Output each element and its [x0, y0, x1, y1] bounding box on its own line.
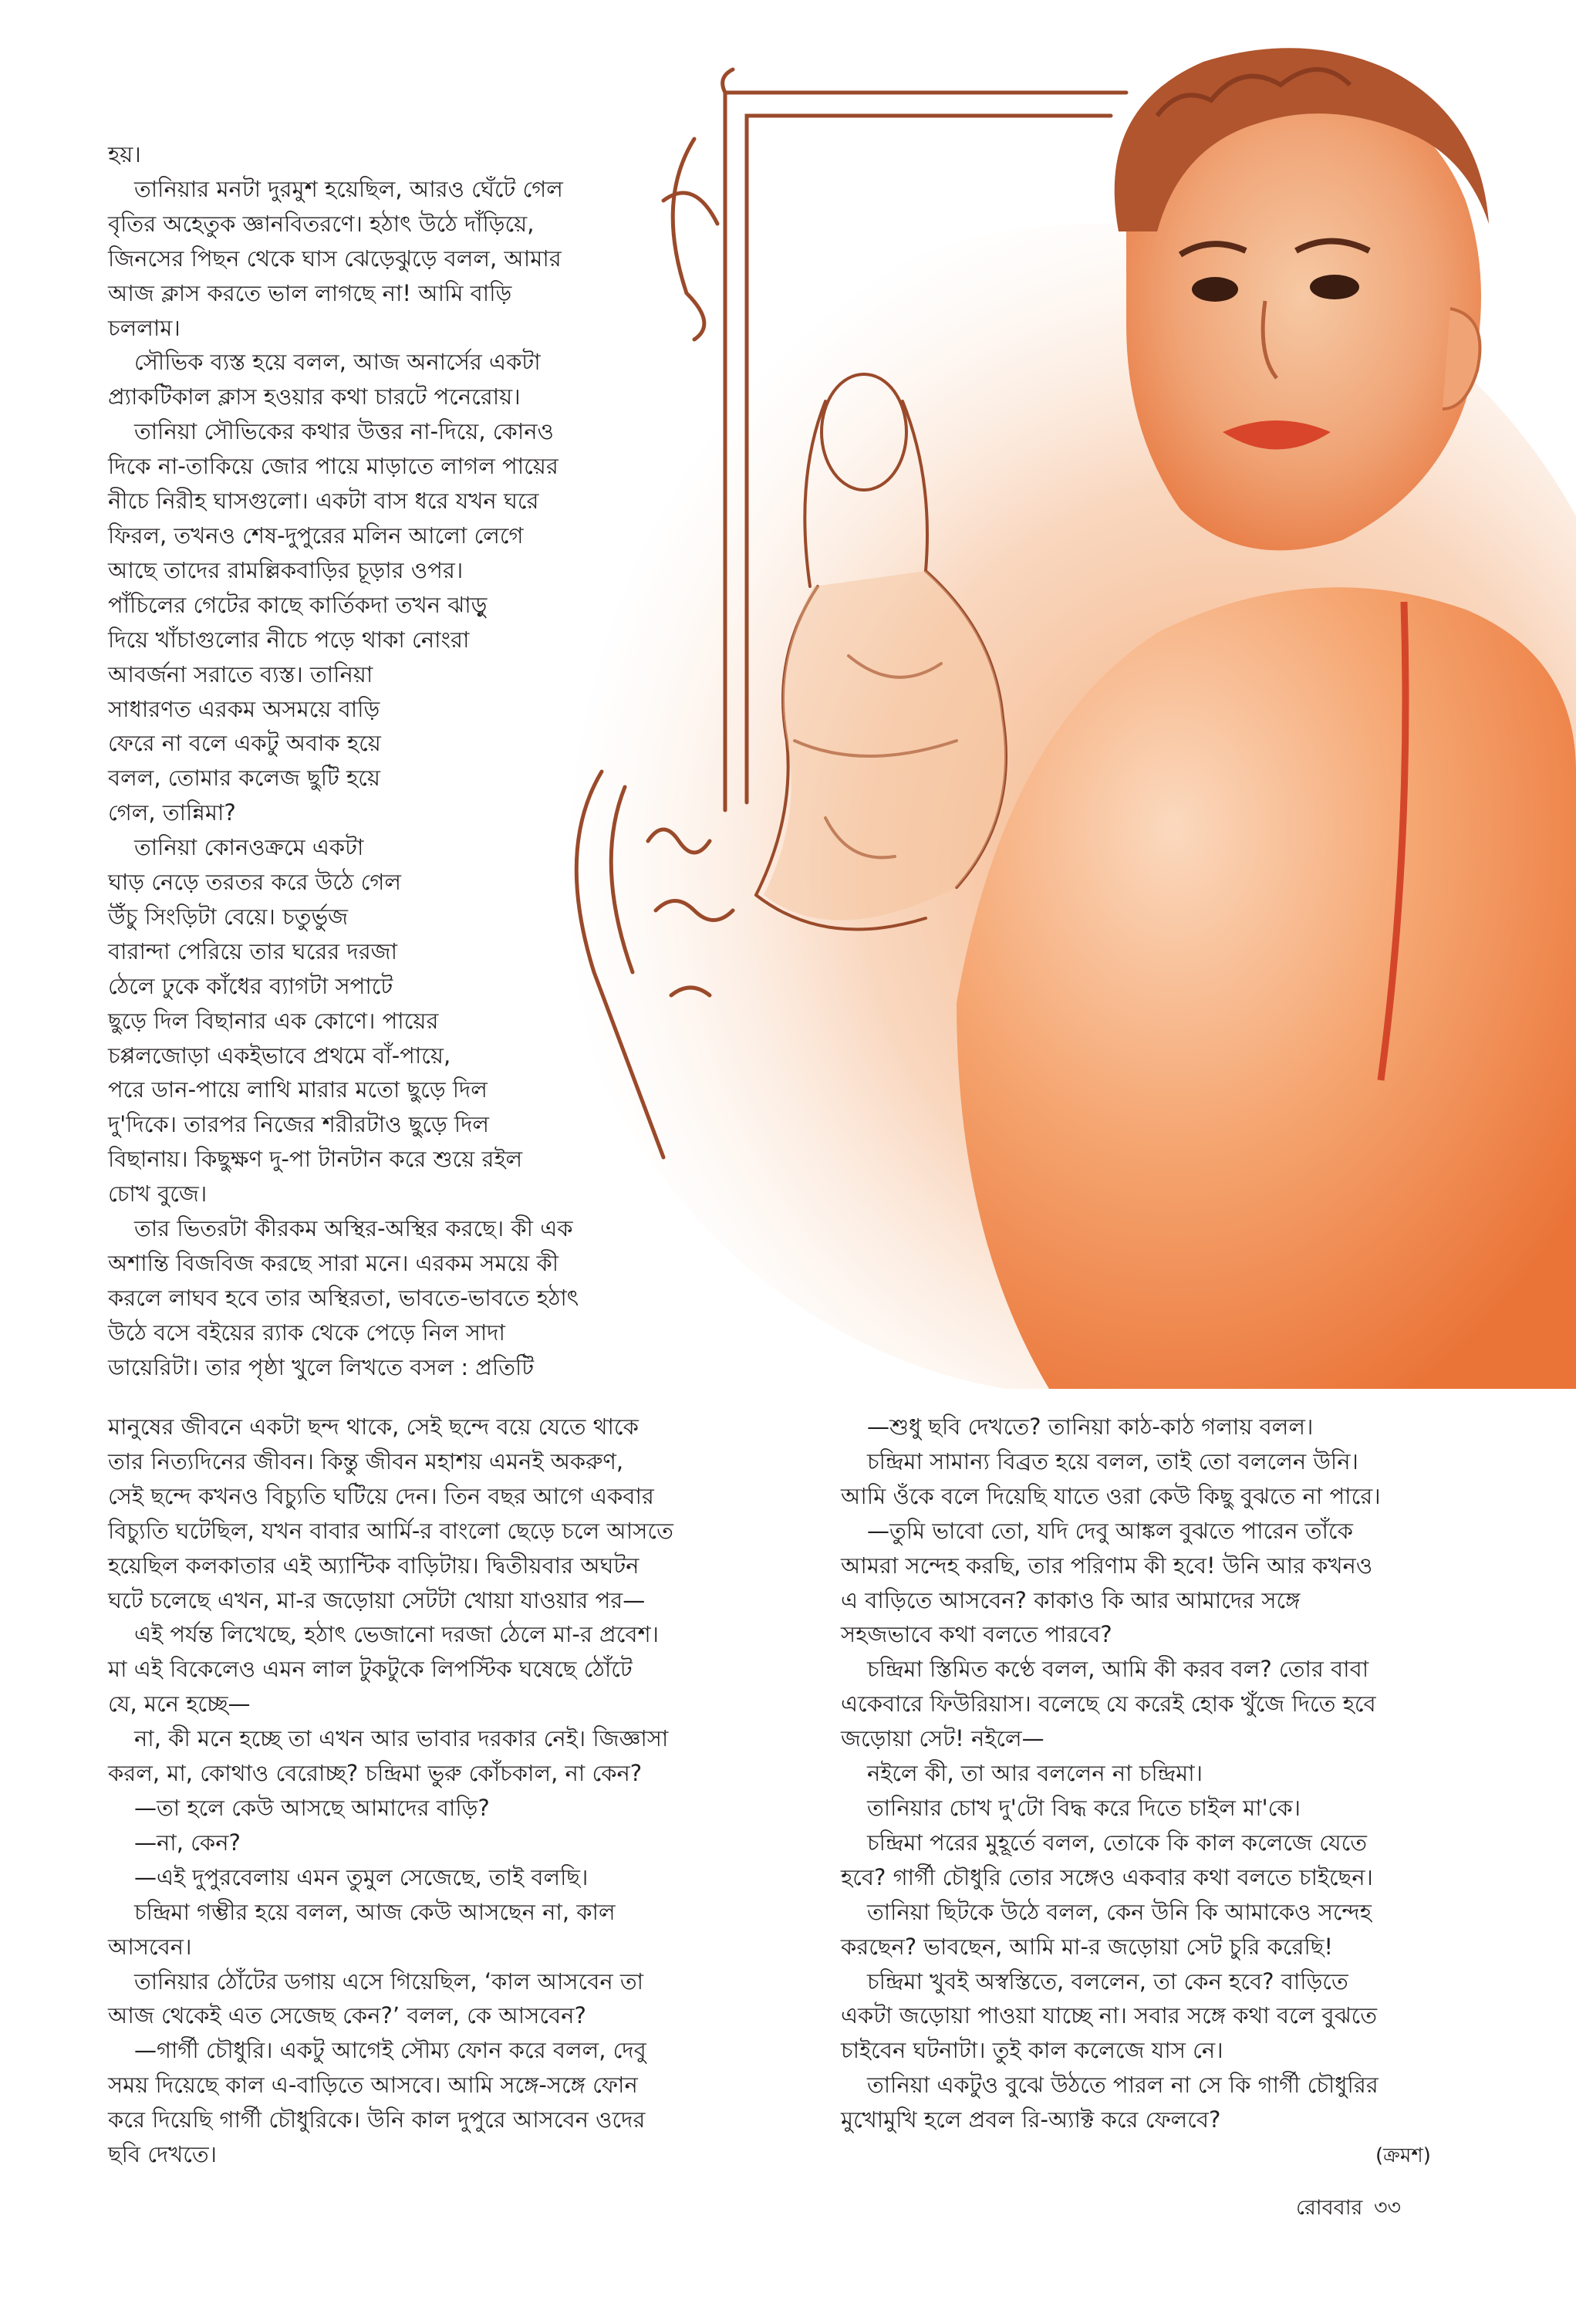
text-line: তানিয়ার মনটা দুরমুশ হয়েছিল, আরও ঘেঁটে গেল: [134, 175, 563, 202]
text-line: সেই ছন্দে কখনও বিচ্যুতি ঘটিয়ে দেন। তিন বছর আগে একবার: [108, 1482, 654, 1509]
text-line: আজ থেকেই এত সেজেছ কেন?’ বলল, কে আসবেন?: [108, 2002, 586, 2029]
text-line: গেল, তান্নিমা?: [108, 799, 236, 826]
text-line: বারান্দা পেরিয়ে তার ঘরের দরজা: [108, 937, 398, 964]
text-line: তার ভিতরটা কীরকম অস্থির-অস্থির করছে। কী এক: [134, 1215, 573, 1242]
text-line: —এই দুপুরবেলায় এমন তুমুল সেজেছে, তাই বলছি।: [134, 1863, 589, 1890]
text-line: দু'দিকে। তারপর নিজের শরীরটাও ছুড়ে দিল: [108, 1111, 490, 1138]
article-text-top: [108, 137, 918, 1385]
text-line: করলে লাঘব হবে তার অস্থিরতা, ভাবতে-ভাবতে হঠাৎ: [108, 1284, 579, 1311]
text-line: দিয়ে খাঁচাগুলোর নীচে পড়ে থাকা নোংরা: [108, 626, 470, 653]
text-line: চন্দ্রিমা সামান্য বিব্রত হয়ে বলল, তাই তো বললেন উনি।: [867, 1447, 1358, 1474]
publication-name: রোববার: [1296, 2196, 1363, 2220]
text-line: উঁচু সিংড়িটা বেয়ে। চতুর্ভুজ: [108, 903, 349, 930]
text-line: এই পর্যন্ত লিখেছে, হঠাৎ ভেজানো দরজা ঠেলে মা-র প্রবেশ।: [134, 1621, 660, 1648]
text-line: হয়েছিল কলকাতার এই অ্যান্টিক বাড়িটায়। দ্বিতীয়বার অঘটন: [108, 1552, 640, 1579]
text-line: নীচে নিরীহ ঘাসগুলো। একটা বাস ধরে যখন ঘরে: [108, 488, 539, 515]
text-line: উঠে বসে বইয়ের র‍্যাক থেকে পেড়ে নিল সাদা: [108, 1319, 505, 1346]
text-line: চন্দ্রিমা পরের মুহূর্তে বলল, তোকে কি কাল কলেজে যেতে: [867, 1829, 1368, 1856]
text-line: সহজভাবে কথা বলতে পারবে?: [841, 1621, 1112, 1648]
text-line: মুখোমুখি হলে প্রবল রি-অ্যাক্ট করে ফেলবে?: [841, 2106, 1221, 2133]
text-line: প্র্যাকটিকাল ক্লাস হওয়ার কথা চারটে পনেরোয়।: [108, 383, 521, 410]
text-line: দিকে না-তাকিয়ে জোর পায়ে মাড়াতে লাগল পায়ের: [108, 453, 559, 480]
text-line: ফেরে না বলে একটু অবাক হয়ে: [108, 730, 381, 757]
text-line: ফিরল, তখনও শেষ-দুপুরের মলিন আলো লেগে: [108, 522, 524, 549]
text-line: মানুষের জীবনে একটা ছন্দ থাকে, সেই ছন্দে বয়ে যেতে থাকে: [108, 1414, 639, 1440]
text-line: সাধারণত এরকম অসময়ে বাড়ি: [108, 695, 380, 722]
text-line: যে, মনে হচ্ছে—: [108, 1691, 251, 1718]
text-line: সৌভিক ব্যস্ত হয়ে বলল, আজ অনার্সের একটা: [134, 349, 541, 376]
text-line: করে দিয়েছি গার্গী চৌধুরিকে। উনি কাল দুপুরে আসবেন ওদের: [108, 2106, 646, 2133]
text-line: নইলে কী, তা আর বললেন না চন্দ্রিমা।: [867, 1760, 1203, 1787]
page-footer: [1296, 2192, 1401, 2227]
text-line: —না, কেন?: [134, 1829, 241, 1856]
text-line: চপ্পলজোড়া একইভাবে প্রথমে বাঁ-পায়ে,: [108, 1042, 451, 1069]
text-line: বিচ্যুতি ঘটেছিল, যখন বাবার আর্মি-র বাংলো ছেড়ে চলে আসতে: [108, 1517, 673, 1544]
article-text-left-column: [108, 1410, 818, 2172]
text-line: —তুমি ভাবো তো, যদি দেবু আঙ্কল বুঝতে পারেন তাঁকে: [867, 1517, 1353, 1544]
text-line: তানিয়া সৌভিকের কথার উত্তর না-দিয়ে, কোনও: [134, 418, 554, 445]
text-line: না, কী মনে হচ্ছে তা এখন আর ভাবার দরকার নেই। জিজ্ঞাসা: [134, 1725, 669, 1752]
text-line: বিছানায়। কিছুক্ষণ দু-পা টানটান করে শুয়ে রইল: [108, 1146, 523, 1173]
text-line: আসবেন।: [108, 1933, 192, 1960]
text-line: চন্দ্রিমা খুবই অস্বস্তিতে, বললেন, তা কেন হবে? বাড়িতে: [867, 1968, 1348, 1995]
text-line: বৃতির অহেতুক জ্ঞানবিতরণে। হঠাৎ উঠে দাঁড়িয়ে,: [108, 210, 535, 237]
text-line: তানিয়া একটুও বুঝে উঠতে পারল না সে কি গার্গী চৌধুরির: [867, 2072, 1379, 2099]
text-line: তানিয়া ছিটকে উঠে বলল, কেন উনি কি আমাকেও সন্দেহ: [867, 1898, 1372, 1925]
text-line: হয়।: [108, 141, 141, 167]
article-text-right-column: [841, 1410, 1473, 2137]
text-line: আমি ওঁকে বলে দিয়েছি যাতে ওরা কেউ কিছু বুঝতে না পারে।: [841, 1482, 1381, 1509]
text-line: ঘাড় নেড়ে তরতর করে উঠে গেল: [108, 869, 401, 896]
text-line: পাঁচিলের গেটের কাছে কার্তিকদা তখন ঝাড়ু: [108, 591, 488, 618]
text-line: ছুড়ে দিল বিছানার এক কোণে। পায়ের: [108, 1007, 439, 1034]
text-line: আছে তাদের রামল্লিকবাড়ির চূড়ার ওপর।: [108, 556, 464, 583]
text-line: আবর্জনা সরাতে ব্যস্ত। তানিয়া: [108, 660, 373, 687]
text-line: চোখ বুজে।: [108, 1181, 208, 1208]
text-line: তানিয়া কোনওক্রমে একটা: [134, 834, 364, 861]
text-line: এ বাড়িতে আসবেন? কাকাও কি আর আমাদের সঙ্গে: [841, 1586, 1301, 1613]
text-line: চন্দ্রিমা স্তিমিত কণ্ঠে বলল, আমি কী করব বল? তোর বাবা: [867, 1656, 1369, 1683]
text-line: ছবি দেখতে।: [108, 2141, 218, 2168]
text-line: —গার্গী চৌধুরি। একটু আগেই সৌম্য ফোন করে বলল, দেবু: [134, 2037, 646, 2064]
text-line: ঘটে চলেছে এখন, মা-র জড়োয়া সেটটা খোয়া যাওয়ার পর—: [108, 1586, 646, 1613]
text-line: বলল, তোমার কলেজ ছুটি হয়ে: [108, 765, 380, 792]
text-line: মা এই বিকেলেও এমন লাল টুকটুকে লিপস্টিক ঘষেছে ঠোঁটে: [108, 1656, 633, 1683]
text-line: জড়োয়া সেট! নইলে—: [841, 1725, 1044, 1752]
text-line: চন্দ্রিমা গম্ভীর হয়ে বলল, আজ কেউ আসছেন না, কাল: [134, 1898, 616, 1925]
text-line: অশান্তি বিজবিজ করছে সারা মনে। এরকম সময়ে কী: [108, 1250, 559, 1276]
text-line: করল, মা, কোথাও বেরোচ্ছ? চন্দ্রিমা ভুরু কোঁচকাল, না কেন?: [108, 1760, 643, 1787]
text-line: জিনসের পিছন থেকে ঘাস ঝেড়েঝুড়ে বলল, আমার: [108, 245, 562, 272]
text-line: সময় দিয়েছে কাল এ-বাড়িতে আসবে। আমি সঙ্গে-সঙ্গে ফোন: [108, 2072, 638, 2099]
text-line: চাইবেন ঘটনাটা। তুই কাল কলেজে যাস নে।: [841, 2037, 1223, 2064]
text-line: তানিয়ার ঠোঁটের ডগায় এসে গিয়েছিল, ‘কাল আসবেন তা: [134, 1968, 644, 1995]
page-number: ৩৩: [1373, 2196, 1402, 2220]
text-line: আমরা সন্দেহ করছি, তার পরিণাম কী হবে! উনি আর কখনও: [841, 1552, 1373, 1579]
text-line: চললাম।: [108, 314, 181, 341]
continued-marker: (ক্রমশ): [1375, 2144, 1431, 2167]
text-line: ঠেলে ঢুকে কাঁধের ব্যাগটা সপাটে: [108, 972, 393, 999]
text-line: —শুধু ছবি দেখতে? তানিয়া কাঠ-কাঠ গলায় বলল।: [867, 1414, 1314, 1440]
text-line: একেবারে ফিউরিয়াস। বলেছে যে করেই হোক খুঁজে দিতে হবে: [841, 1691, 1376, 1718]
text-line: তানিয়ার চোখ দু'টো বিদ্ধ করে দিতে চাইল মা'কে।: [867, 1794, 1301, 1821]
text-line: হবে? গার্গী চৌধুরি তোর সঙ্গেও একবার কথা বলতে চাইছেন।: [841, 1863, 1373, 1890]
text-line: একটা জড়োয়া পাওয়া যাচ্ছে না। সবার সঙ্গে কথা বলে বুঝতে: [841, 2002, 1378, 2029]
text-line: —তা হলে কেউ আসছে আমাদের বাড়ি?: [134, 1794, 490, 1821]
text-line: পরে ডান-পায়ে লাথি মারার মতো ছুড়ে দিল: [108, 1076, 488, 1103]
text-line: ডায়েরিটা। তার পৃষ্ঠা খুলে লিখতে বসল : প্রতিটি: [108, 1353, 535, 1380]
text-line: তার নিত্যদিনের জীবন। কিন্তু জীবন মহাশয় এমনই অকরুণ,: [108, 1447, 624, 1474]
text-line: করছেন? ভাবছেন, আমি মা-র জড়োয়া সেট চুরি করেছি!: [841, 1933, 1333, 1960]
text-line: আজ ক্লাস করতে ভাল লাগছে না! আমি বাড়ি: [108, 279, 512, 306]
